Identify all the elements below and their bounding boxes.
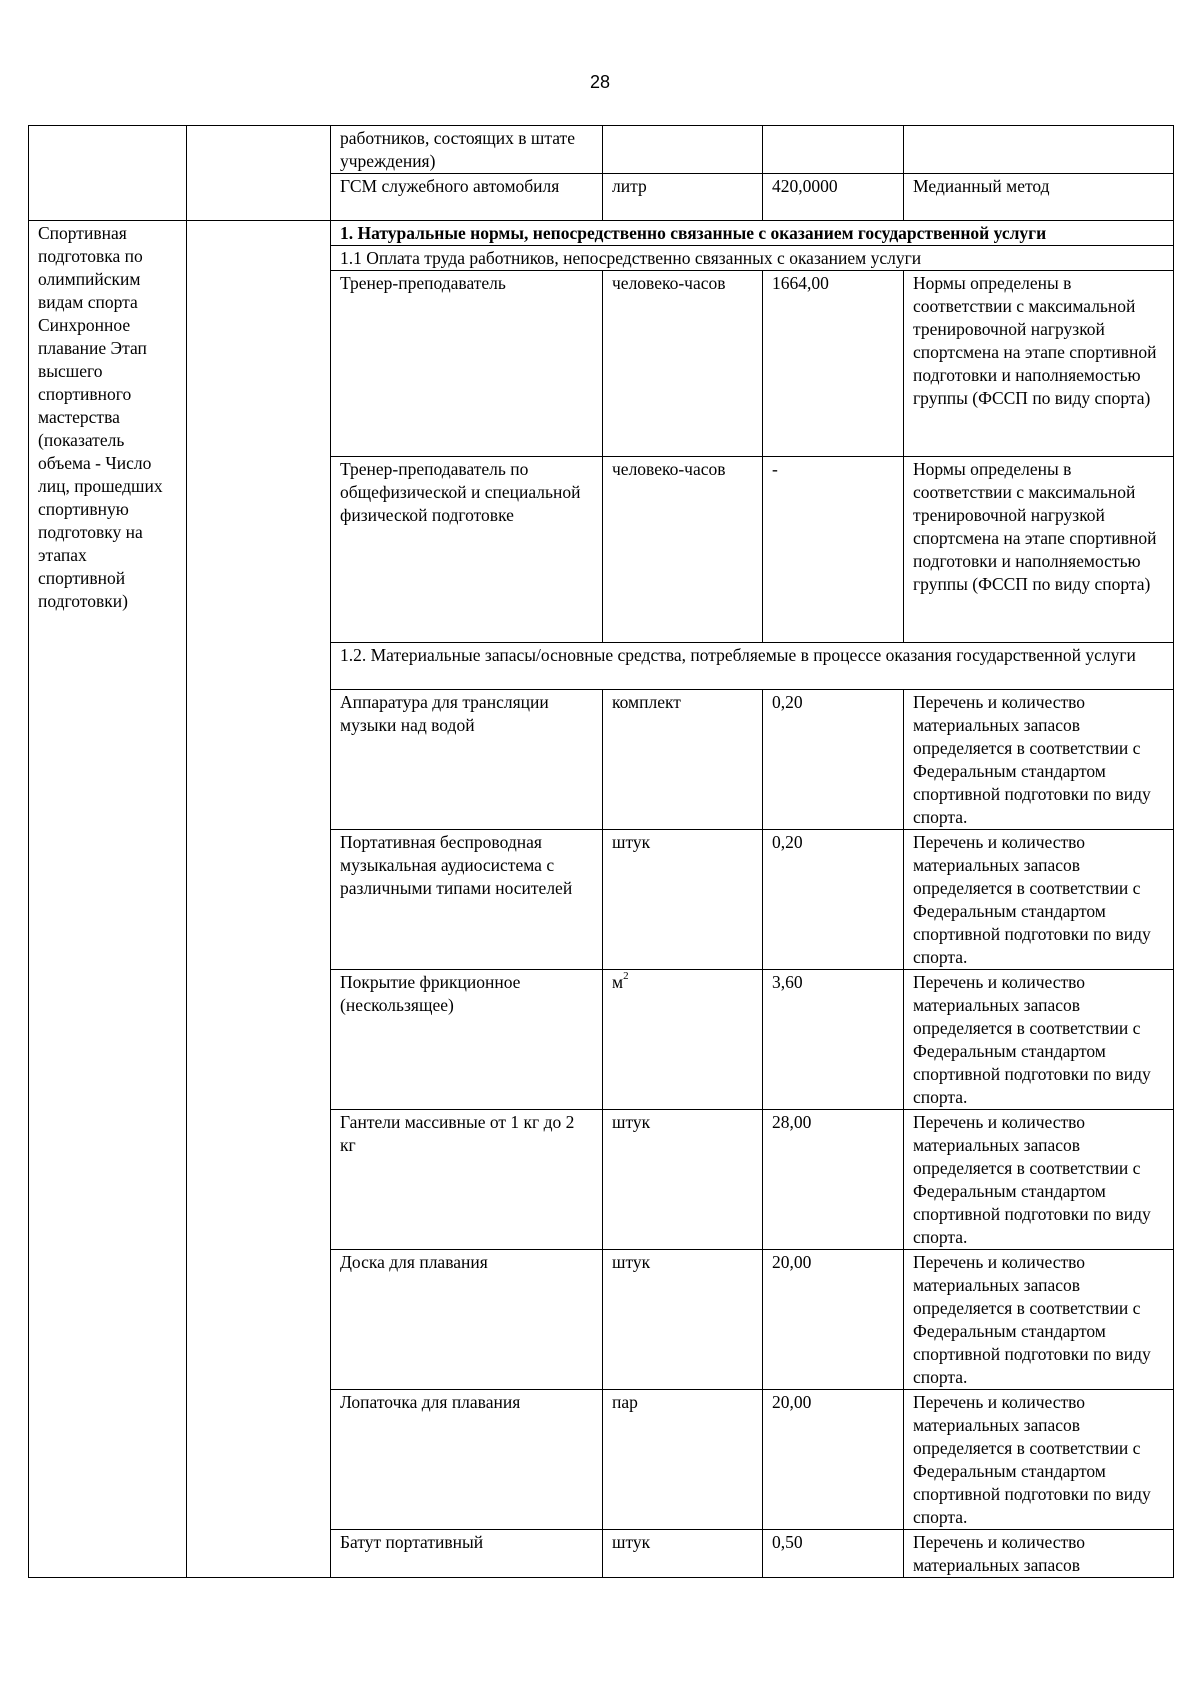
- norm-unit: [603, 126, 763, 174]
- code-cell-empty: [187, 126, 331, 221]
- norm-unit: штук: [603, 1250, 763, 1390]
- norm-method: [904, 126, 1174, 174]
- norm-unit: комплект: [603, 690, 763, 830]
- section-1-1-title: 1.1 Оплата труда работников, непосредственно связанных с оказанием услуги: [331, 246, 1174, 271]
- norm-value: 0,50: [763, 1530, 904, 1578]
- norm-value: 0,20: [763, 830, 904, 970]
- service-cell-empty: [29, 126, 187, 221]
- section-1-title: 1. Натуральные нормы, непосредственно связанные с оказанием государственной услуги: [331, 221, 1174, 246]
- service-description: Спортивная подготовка по олимпийским видам спорта Синхронное плавание Этап высшего спортивного мастерства (показатель объема - Число лиц, прошедших спортивную подготовку на этапах спортивной подготовки): [29, 221, 187, 1578]
- norm-method: Перечень и количество материальных запасов определяется в соответствии с Федеральным стандартом спортивной подготовки по виду спорта.: [904, 1250, 1174, 1390]
- norm-unit: штук: [603, 830, 763, 970]
- norm-value: 1664,00: [763, 271, 904, 457]
- code-cell-empty: [187, 221, 331, 1578]
- norm-method: Нормы определены в соответствии с максимальной тренировочной нагрузкой спортсмена на этапе спортивной подготовки и наполняемостью группы (ФССП по виду спорта): [904, 457, 1174, 643]
- norm-name: Гантели массивные от 1 кг до 2 кг: [331, 1110, 603, 1250]
- norm-method: Перечень и количество материальных запасов определяется в соответствии с Федеральным стандартом спортивной подготовки по виду спорта.: [904, 970, 1174, 1110]
- norm-name: Лопаточка для плавания: [331, 1390, 603, 1530]
- unit-text: м: [612, 972, 624, 992]
- norm-unit: литр: [603, 174, 763, 221]
- norm-name: Доска для плавания: [331, 1250, 603, 1390]
- norm-name: Покрытие фрикционное (нескользящее): [331, 970, 603, 1110]
- norm-method: Перечень и количество материальных запасов: [904, 1530, 1174, 1578]
- norm-value: -: [763, 457, 904, 643]
- norm-value: 3,60: [763, 970, 904, 1110]
- norm-value: 20,00: [763, 1250, 904, 1390]
- norm-method: Перечень и количество материальных запасов определяется в соответствии с Федеральным стандартом спортивной подготовки по виду спорта.: [904, 1110, 1174, 1250]
- section-title-row: [29, 221, 1174, 246]
- norm-value: 20,00: [763, 1390, 904, 1530]
- norm-method: Медианный метод: [904, 174, 1174, 221]
- norm-unit: штук: [603, 1110, 763, 1250]
- norm-name: Портативная беспроводная музыкальная аудиосистема с различными типами носителей: [331, 830, 603, 970]
- norms-table: [28, 125, 1174, 1578]
- unit-superscript: 2: [623, 970, 629, 983]
- table-row: [29, 126, 1174, 174]
- norm-method: Перечень и количество материальных запасов определяется в соответствии с Федеральным стандартом спортивной подготовки по виду спорта.: [904, 690, 1174, 830]
- norm-unit: человеко-часов: [603, 271, 763, 457]
- norm-name: Аппаратура для трансляции музыки над водой: [331, 690, 603, 830]
- norm-unit: штук: [603, 1530, 763, 1578]
- norm-unit: пар: [603, 1390, 763, 1530]
- norm-method: Перечень и количество материальных запасов определяется в соответствии с Федеральным стандартом спортивной подготовки по виду спорта.: [904, 830, 1174, 970]
- norm-name: Батут портативный: [331, 1530, 603, 1578]
- norm-value: 420,0000: [763, 174, 904, 221]
- norm-value: 28,00: [763, 1110, 904, 1250]
- norm-value: 0,20: [763, 690, 904, 830]
- norm-name: Тренер-преподаватель по общефизической и специальной физической подготовке: [331, 457, 603, 643]
- norm-value: [763, 126, 904, 174]
- norm-unit: [603, 970, 763, 1110]
- norm-name: ГСМ служебного автомобиля: [331, 174, 603, 221]
- page-number: 28: [589, 72, 611, 92]
- norm-method: Перечень и количество материальных запасов определяется в соответствии с Федеральным стандартом спортивной подготовки по виду спорта.: [904, 1390, 1174, 1530]
- norm-name: работников, состоящих в штате учреждения): [331, 126, 603, 174]
- norm-unit: человеко-часов: [603, 457, 763, 643]
- section-1-2-title: 1.2. Материальные запасы/основные средства, потребляемые в процессе оказания государственной услуги: [331, 643, 1174, 690]
- norm-name: Тренер-преподаватель: [331, 271, 603, 457]
- norm-method: Нормы определены в соответствии с максимальной тренировочной нагрузкой спортсмена на этапе спортивной подготовки и наполняемостью группы (ФССП по виду спорта): [904, 271, 1174, 457]
